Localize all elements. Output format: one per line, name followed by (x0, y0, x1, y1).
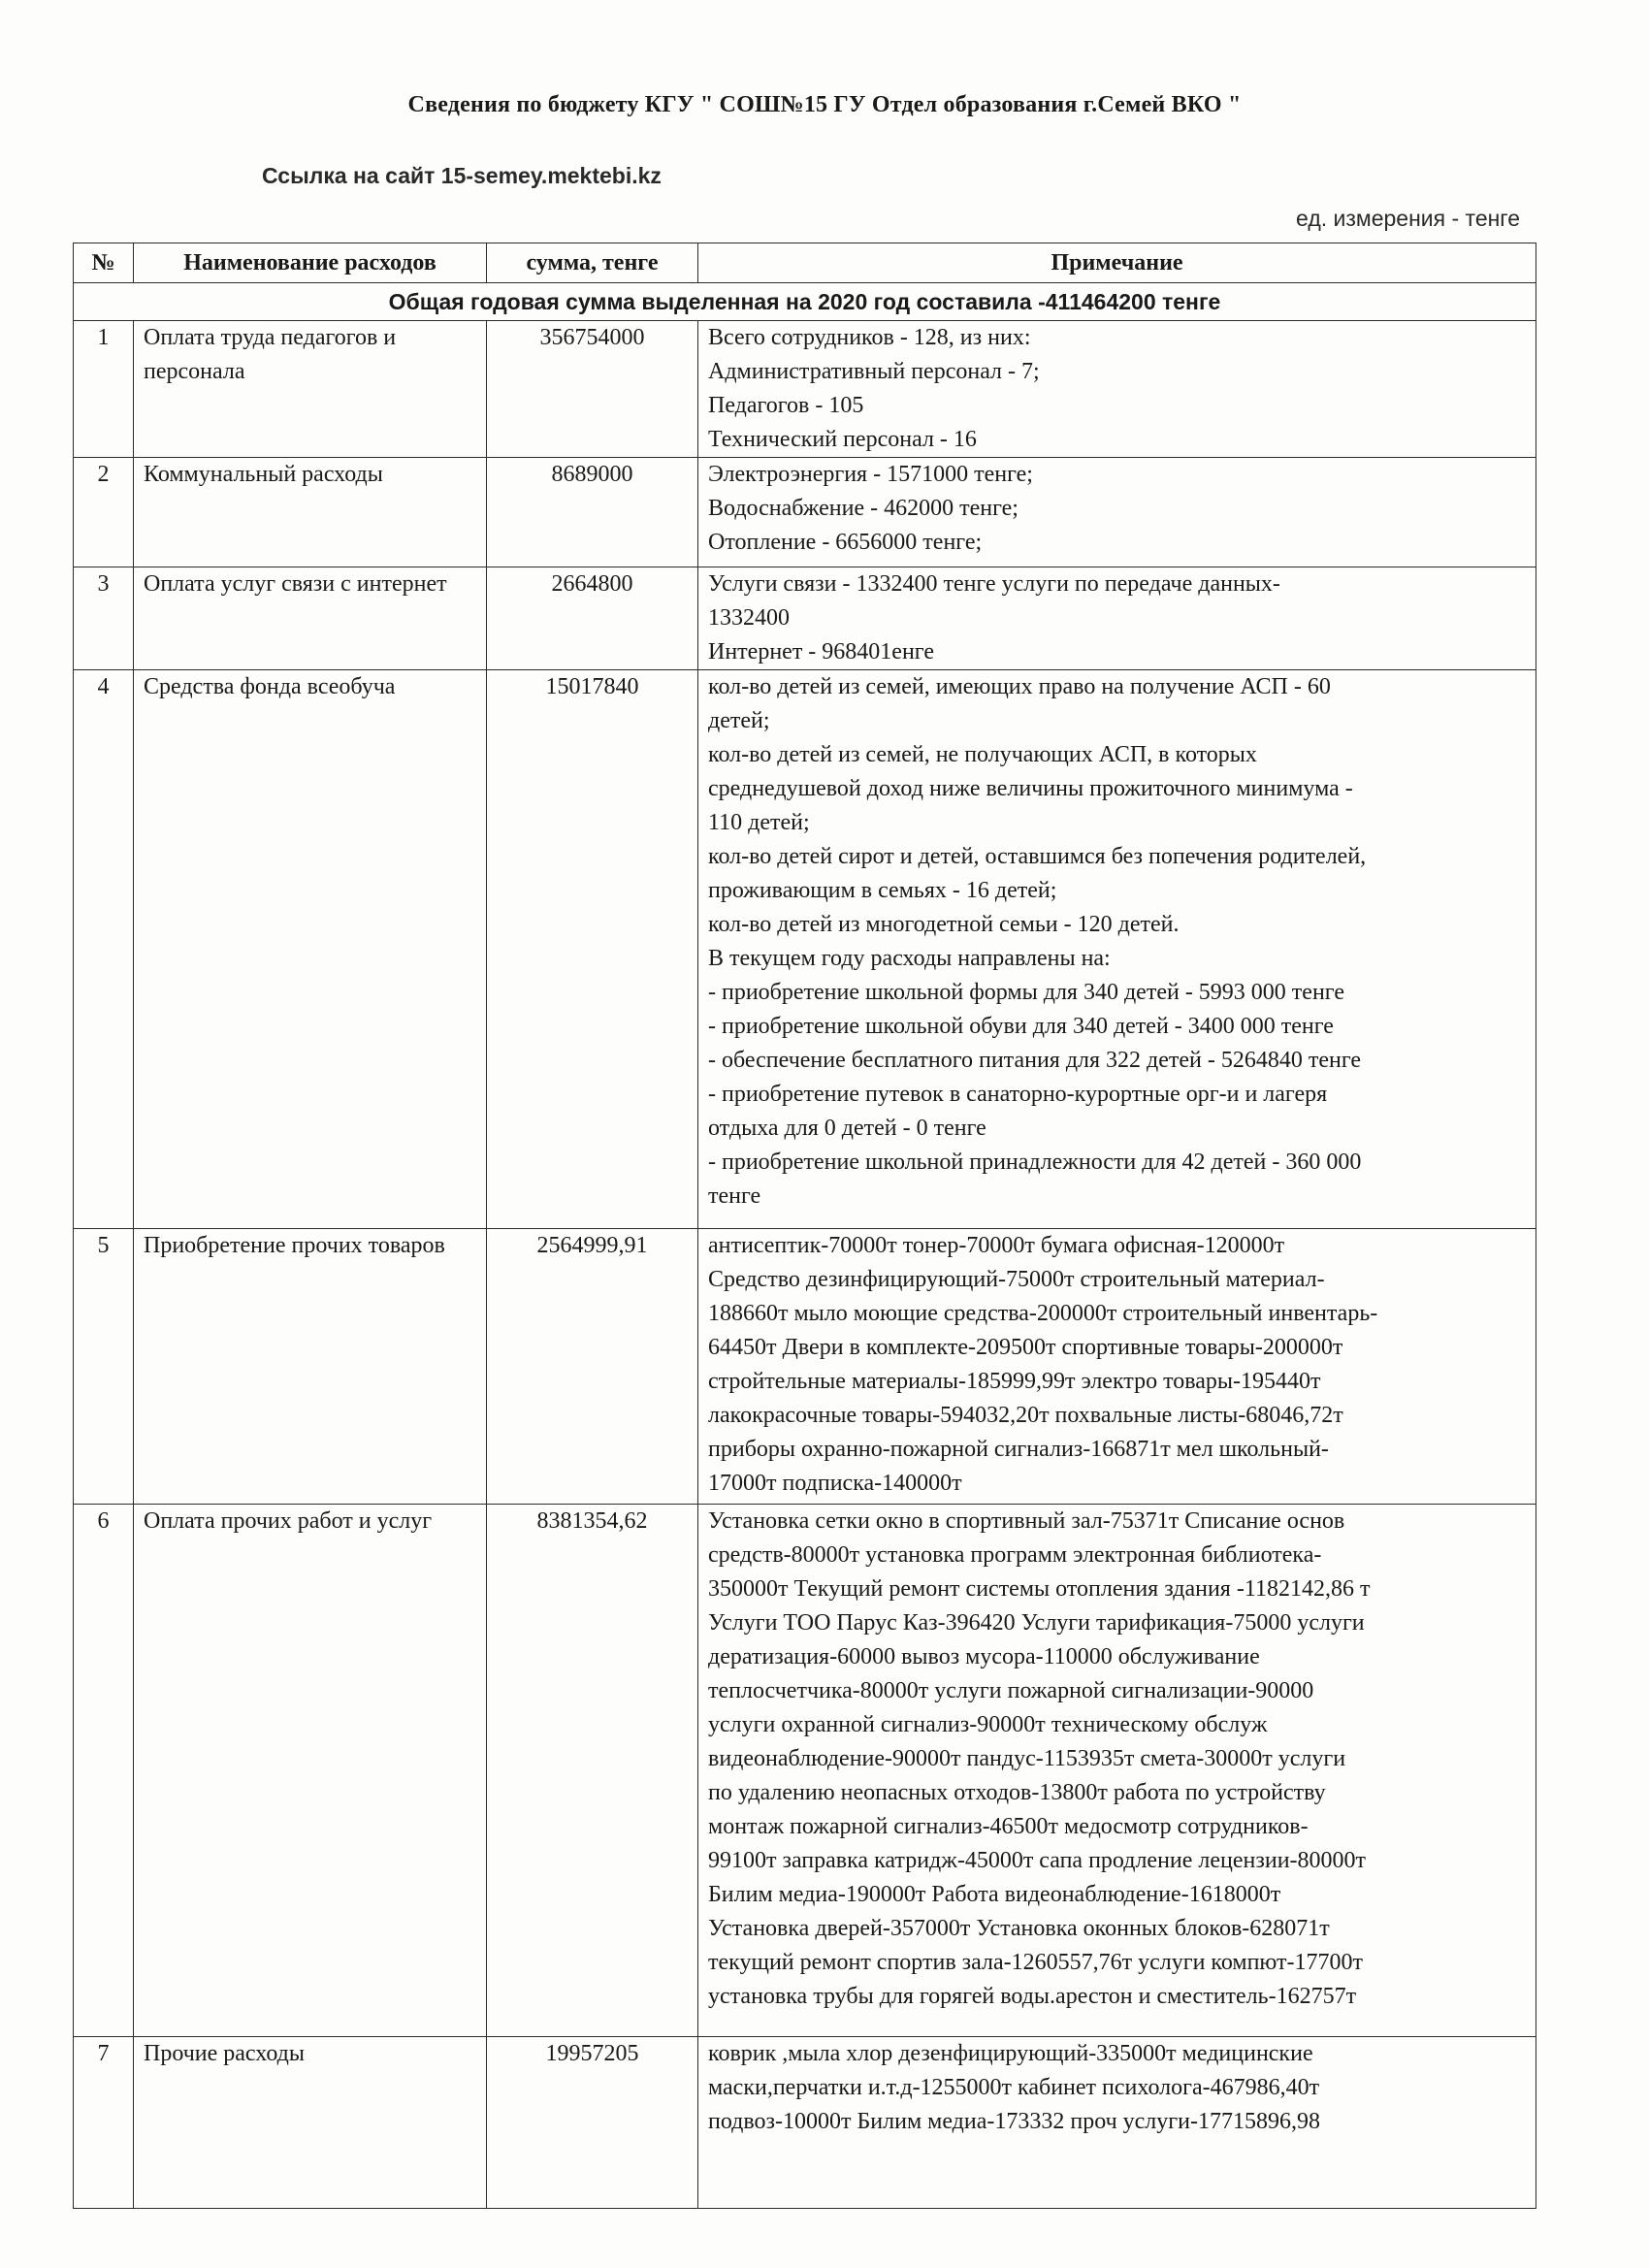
note-line: приборы охранно-пожарной сигнализ-166871т мел школьный- (708, 1437, 1329, 1462)
note-line: текущий ремонт спортив зала-1260557,76т услуги компют-17700т (708, 1950, 1364, 1975)
note-line: среднедушевой доход ниже величины прожиточного минимума - (708, 776, 1353, 801)
note-line: 1332400 (708, 605, 790, 631)
row-name: Оплата прочих работ и услуг (134, 1505, 487, 2037)
note-line: установка трубы для горягей воды.арестон и сместитель-162757т (708, 1984, 1357, 2009)
note-line: кол-во детей из семей, имеющих право на получение АСП - 60 (708, 674, 1331, 699)
row-note (698, 1505, 1536, 2037)
note-line: детей; (708, 708, 770, 733)
note-line: монтаж пожарной сигнализ-46500т медосмотр сотрудников- (708, 1814, 1309, 1839)
row-sum: 8689000 (487, 458, 698, 567)
note-line: Водоснабжение - 462000 тенге; (708, 496, 1018, 521)
note-line: Услуги связи - 1332400 тенге услуги по передаче данных- (708, 571, 1280, 597)
table-row (74, 1505, 1536, 2037)
note-line: - обеспечение бесплатного питания для 322 детей - 5264840 тенге (708, 1048, 1362, 1073)
note-line: Установка дверей-357000т Установка оконных блоков-628071т (708, 1916, 1330, 1941)
row-sum: 356754000 (487, 321, 698, 458)
row-note (698, 1229, 1536, 1505)
row-name: Оплата услуг связи с интернет (134, 567, 487, 670)
note-line: отдыха для 0 детей - 0 тенге (708, 1116, 986, 1141)
note-line: Интернет - 968401енге (708, 639, 934, 664)
row-num: 2 (74, 458, 134, 567)
note-line: видеонаблюдение-90000т пандус-1153935т смета-30000т услуги (708, 1746, 1346, 1771)
row-sum: 2664800 (487, 567, 698, 670)
note-line: подвоз-10000т Билим медиа-173332 проч услуги-17715896,98 (708, 2109, 1320, 2134)
note-line: 350000т Текущий ремонт системы отопления здания -1182142,86 т (708, 1576, 1371, 1602)
note-line: 99100т заправка катридж-45000т сапа продление лецензии-80000т (708, 1848, 1367, 1873)
row-num: 7 (74, 2037, 134, 2209)
note-line: коврик ,мыла хлор дезенфицирующий-335000т медицинские (708, 2041, 1313, 2066)
note-line: стройтельные материалы-185999,99т электро товары-195440т (708, 1369, 1321, 1394)
row-name: Оплата труда педагогов и персонала (134, 321, 487, 458)
table-row (74, 458, 1536, 567)
row-sum: 8381354,62 (487, 1505, 698, 2037)
table-row (74, 1229, 1536, 1505)
row-sum: 19957205 (487, 2037, 698, 2209)
header-note: Примечание (698, 243, 1536, 283)
note-line: 110 детей; (708, 810, 810, 835)
row-note (698, 321, 1536, 458)
header-sum: сумма, тенге (487, 243, 698, 283)
note-line: - приобретение школьной принадлежности для 42 детей - 360 000 (708, 1150, 1362, 1175)
row-sum: 15017840 (487, 670, 698, 1229)
note-line: кол-во детей сирот и детей, оставшимся без попечения родителей, (708, 844, 1367, 869)
note-line: Всего сотрудников - 128, из них: (708, 325, 1031, 350)
row-note (698, 670, 1536, 1229)
row-note (698, 458, 1536, 567)
note-line: - приобретение путевок в санаторно-курортные орг-и и лагеря (708, 1082, 1328, 1107)
note-line: маски,перчатки и.т.д-1255000т кабинет психолога-467986,40т (708, 2075, 1320, 2100)
table-header-row (74, 243, 1536, 283)
note-line: средств-80000т установка программ электронная библиотека- (708, 1542, 1322, 1568)
note-line: Отопление - 6656000 тенге; (708, 530, 983, 555)
row-num: 5 (74, 1229, 134, 1505)
units-note: ед. измерения - тенге (1296, 206, 1520, 231)
note-line: теплосчетчика-80000т услуги пожарной сигнализации-90000 (708, 1678, 1314, 1703)
note-line: по удалению неопасных отходов-13800т работа по устройству (708, 1780, 1326, 1805)
table-row (74, 670, 1536, 1229)
note-line: дератизация-60000 вывоз мусора-110000 обслуживание (708, 1644, 1260, 1669)
note-line: тенге (708, 1183, 761, 1209)
note-line: Установка сетки окно в спортивный зал-75371т Списание основ (708, 1508, 1345, 1534)
note-line: Услуги ТОО Парус Каз-396420 Услуги тарификация-75000 услуги (708, 1610, 1365, 1636)
total-row (74, 283, 1536, 321)
note-line: В текущем году расходы направлены на: (708, 946, 1111, 971)
note-line: - приобретение школьной обуви для 340 детей - 3400 000 тенге (708, 1014, 1334, 1039)
row-num: 1 (74, 321, 134, 458)
note-line: - приобретение школьной формы для 340 детей - 5993 000 тенге (708, 980, 1344, 1005)
note-line: Педагогов - 105 (708, 393, 864, 418)
note-line: 64450т Двери в комплекте-209500т спортивные товары-200000т (708, 1335, 1343, 1360)
note-line: Административный персонал - 7; (708, 359, 1040, 384)
table-row (74, 2037, 1536, 2209)
table-row (74, 567, 1536, 670)
row-num: 4 (74, 670, 134, 1229)
note-line: лакокрасочные товары-594032,20т похвальные листы-68046,72т (708, 1403, 1343, 1428)
row-name: Коммунальный расходы (134, 458, 487, 567)
header-num: № (74, 243, 134, 283)
header-name: Наименование расходов (134, 243, 487, 283)
note-line: кол-во детей из семей, не получающих АСП, в которых (708, 742, 1257, 767)
note-line: Технический персонал - 16 (708, 427, 977, 452)
website-link-text: Ссылка на сайт 15-semey.mektebi.kz (262, 163, 662, 188)
note-line: Билим медиа-190000т Работа видеонаблюдение-1618000т (708, 1882, 1281, 1907)
row-name: Средства фонда всеобуча (134, 670, 487, 1229)
total-row-text: Общая годовая сумма выделенная на 2020 год составила -411464200 тенге (74, 283, 1536, 321)
note-line: 17000т подписка-140000т (708, 1471, 962, 1496)
note-line: кол-во детей из многодетной семьи - 120 детей. (708, 912, 1180, 937)
note-line: Средство дезинфицирующий-75000т строительный материал- (708, 1267, 1325, 1292)
row-sum: 2564999,91 (487, 1229, 698, 1505)
note-line: 188660т мыло моющие средства-200000т строительный инвентарь- (708, 1301, 1378, 1326)
note-line: Электроэнергия - 1571000 тенге; (708, 462, 1033, 487)
note-line: услуги охранной сигнализ-90000т техническому обслуж (708, 1712, 1268, 1737)
row-name: Прочие расходы (134, 2037, 487, 2209)
row-num: 6 (74, 1505, 134, 2037)
row-note (698, 567, 1536, 670)
row-name: Приобретение прочих товаров (134, 1229, 487, 1505)
row-num: 3 (74, 567, 134, 670)
note-line: антисептик-70000т тонер-70000т бумага офисная-120000т (708, 1233, 1285, 1258)
row-note (698, 2037, 1536, 2209)
table-row (74, 321, 1536, 458)
document-title: Сведения по бюджету КГУ " СОШ№15 ГУ Отдел образования г.Семей ВКО " (407, 92, 1242, 117)
budget-table (73, 243, 1536, 2209)
note-line: проживающим в семьях - 16 детей; (708, 878, 1057, 903)
